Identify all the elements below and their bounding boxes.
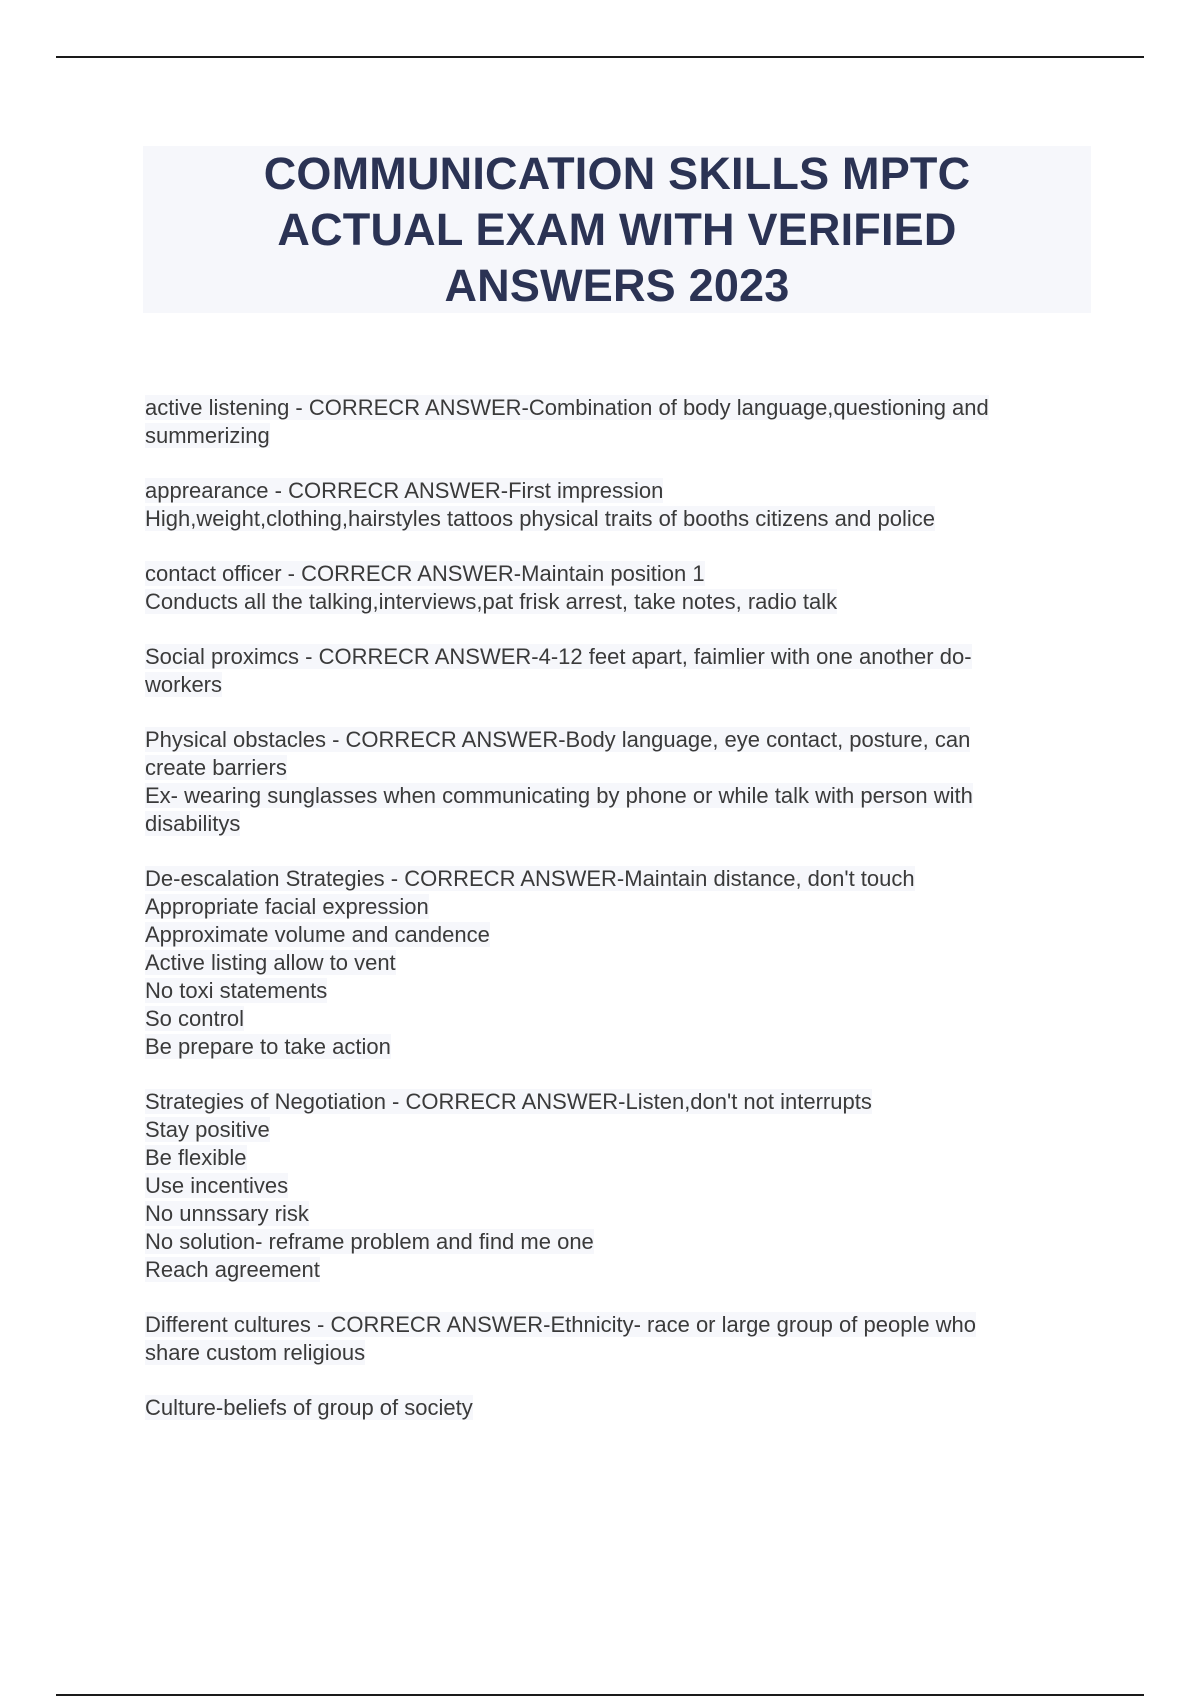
qa-list bbox=[145, 394, 1090, 1449]
qa-entry-text: Active listing allow to vent bbox=[145, 950, 396, 975]
qa-entry-answer-line bbox=[145, 671, 1090, 699]
qa-entry-text: Use incentives bbox=[145, 1173, 289, 1198]
footer-rule bbox=[56, 1694, 1144, 1696]
qa-entry-text: Be prepare to take action bbox=[145, 1034, 391, 1059]
qa-entry-answer-line bbox=[145, 1033, 1090, 1061]
qa-entry bbox=[145, 394, 1090, 450]
qa-entry-text: share custom religious bbox=[145, 1340, 366, 1365]
qa-entry-text: High,weight,clothing,hairstyles tattoos physical traits of booths citizens and police bbox=[145, 506, 935, 531]
qa-entry-text: Physical obstacles - CORRECR ANSWER-Body language, eye contact, posture, can bbox=[145, 727, 971, 752]
qa-entry-text: Reach agreement bbox=[145, 1257, 320, 1282]
qa-entry-answer-line bbox=[145, 1005, 1090, 1033]
qa-entry-text: Approximate volume and candence bbox=[145, 922, 490, 947]
qa-entry-text: summerizing bbox=[145, 423, 270, 448]
qa-entry-text: create barriers bbox=[145, 755, 287, 780]
qa-entry-term-line bbox=[145, 394, 1090, 422]
qa-entry-term-line bbox=[145, 1394, 1090, 1422]
qa-entry-answer-line bbox=[145, 1172, 1090, 1200]
qa-entry-answer-line bbox=[145, 1256, 1090, 1284]
qa-entry-text: Strategies of Negotiation - CORRECR ANSWER-Listen,don't not interrupts bbox=[145, 1089, 872, 1114]
qa-entry-term-line bbox=[145, 865, 1090, 893]
qa-entry-text: Different cultures - CORRECR ANSWER-Ethnicity- race or large group of people who bbox=[145, 1312, 977, 1337]
qa-entry-answer-line bbox=[145, 588, 1090, 616]
qa-entry-text: Conducts all the talking,interviews,pat frisk arrest, take notes, radio talk bbox=[145, 589, 838, 614]
qa-entry-text: active listening - CORRECR ANSWER-Combination of body language,questioning and bbox=[145, 395, 989, 420]
title-banner bbox=[143, 146, 1091, 313]
qa-entry-text: No solution- reframe problem and find me one bbox=[145, 1229, 594, 1254]
qa-entry-answer-line bbox=[145, 949, 1090, 977]
document-title: COMMUNICATION SKILLS MPTC ACTUAL EXAM WITH VERIFIED ANSWERS 2023 bbox=[263, 147, 971, 311]
qa-entry-text: De-escalation Strategies - CORRECR ANSWER-Maintain distance, don't touch bbox=[145, 866, 915, 891]
qa-entry bbox=[145, 726, 1090, 838]
qa-entry-term-line bbox=[145, 477, 1090, 505]
qa-entry-text: Ex- wearing sunglasses when communicating by phone or while talk with person with bbox=[145, 783, 973, 808]
qa-entry-answer-line bbox=[145, 1144, 1090, 1172]
qa-entry bbox=[145, 1394, 1090, 1422]
qa-entry-text: Be flexible bbox=[145, 1145, 247, 1170]
qa-entry-answer-line bbox=[145, 977, 1090, 1005]
qa-entry-answer-line bbox=[145, 505, 1090, 533]
qa-entry-term-line bbox=[145, 643, 1090, 671]
header-rule bbox=[56, 56, 1144, 58]
qa-entry-text: Culture-beliefs of group of society bbox=[145, 1395, 473, 1420]
qa-entry bbox=[145, 1088, 1090, 1284]
qa-entry bbox=[145, 477, 1090, 533]
qa-entry bbox=[145, 1311, 1090, 1367]
qa-entry-answer-line bbox=[145, 810, 1090, 838]
qa-entry bbox=[145, 643, 1090, 699]
qa-entry-text: No unnssary risk bbox=[145, 1201, 309, 1226]
qa-entry-text: Stay positive bbox=[145, 1117, 270, 1142]
qa-entry bbox=[145, 560, 1090, 616]
qa-entry-answer-line bbox=[145, 754, 1090, 782]
qa-entry-answer-line bbox=[145, 1228, 1090, 1256]
qa-entry-text: workers bbox=[145, 672, 223, 697]
qa-entry-text: No toxi statements bbox=[145, 978, 328, 1003]
qa-entry-answer-line bbox=[145, 1116, 1090, 1144]
qa-entry-term-line bbox=[145, 726, 1090, 754]
qa-entry-answer-line bbox=[145, 893, 1090, 921]
qa-entry-text: Appropriate facial expression bbox=[145, 894, 429, 919]
qa-entry-answer-line bbox=[145, 921, 1090, 949]
qa-entry-term-line bbox=[145, 1311, 1090, 1339]
qa-entry-answer-line bbox=[145, 782, 1090, 810]
qa-entry-answer-line bbox=[145, 1339, 1090, 1367]
qa-entry-text: Social proximcs - CORRECR ANSWER-4-12 feet apart, faimlier with one another do- bbox=[145, 644, 972, 669]
qa-entry-term-line bbox=[145, 1088, 1090, 1116]
qa-entry-text: So control bbox=[145, 1006, 245, 1031]
qa-entry-text: disabilitys bbox=[145, 811, 241, 836]
qa-entry bbox=[145, 865, 1090, 1061]
qa-entry-answer-line bbox=[145, 422, 1090, 450]
qa-entry-text: apprearance - CORRECR ANSWER-First impression bbox=[145, 478, 664, 503]
qa-entry-text: contact officer - CORRECR ANSWER-Maintain position 1 bbox=[145, 561, 705, 586]
qa-entry-answer-line bbox=[145, 1200, 1090, 1228]
qa-entry-term-line bbox=[145, 560, 1090, 588]
